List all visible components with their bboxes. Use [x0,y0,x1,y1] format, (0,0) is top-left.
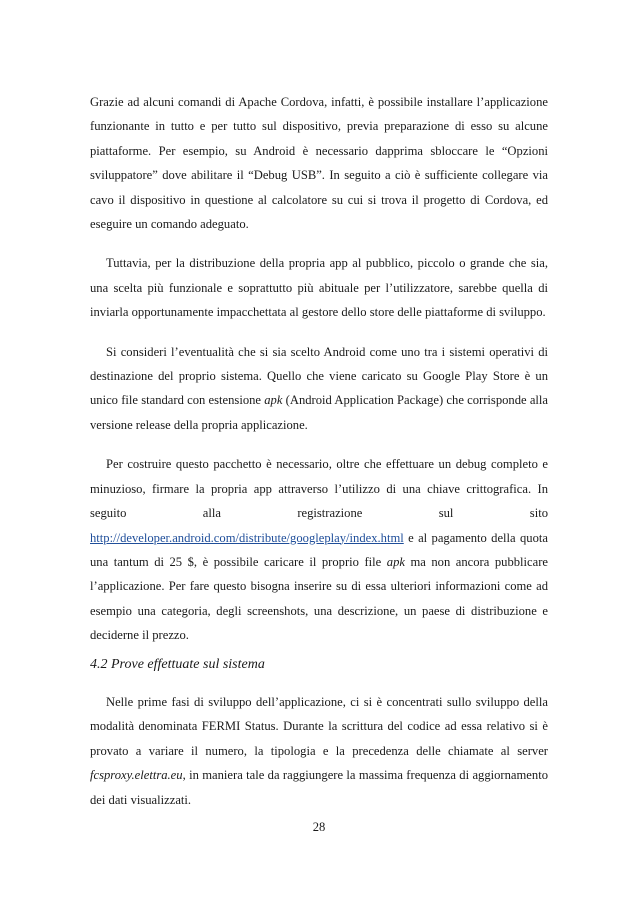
paragraph-4-emphasis: apk [386,554,405,569]
paragraph-4-text-b: e al pagamento della quota una tantum di 25 $, è possibile caricare il proprio file [90,530,548,569]
paragraph-4-text-a: Per costruire questo pacchetto è necessario, oltre che effettuare un debug completo e minuzioso, firmare la propria app attraverso l’utilizzo di una chiave crittografica. In seguito alla registrazione sul sito [90,457,548,521]
paragraph-1: Grazie ad alcuni comandi di Apache Cordova, infatti, è possibile installare l’applicazione funzionante in tutto e per tutto sul dispositivo, previa preparazione di esso su alcune piattaforme. Per esempio, su Android è necessario dapprima sbloccare le “Opzioni sviluppatore” dove abilitare il “Debug USB”. In seguito a ciò è sufficiente collegare via cavo il dispositivo in questione al calcolatore su cui si trova il progetto di Cordova, ed eseguire un comando adeguato. [90,95,548,232]
google-play-link[interactable]: http://developer.android.com/distribute/googleplay/index.html [90,530,404,545]
paragraph-3-emphasis: apk [264,393,283,408]
paragraph-5 [90,690,548,812]
paragraph-3 [90,340,548,438]
paragraph-4-text-c: ma non ancora pubblicare l’applicazione. Per fare questo bisogna inserire su di essa ulteriori informazioni come ad esempio una categoria, degli screenshots, una descrizione, un paese di distribuzione e deciderne il prezzo. [90,554,549,643]
paragraph-3-text-a: Si consideri l’eventualità che si sia scelto Android come uno tra i sistemi operativi di destinazione del proprio sistema. Quello che viene caricato su Google Play Store è un unico file standard con estensione [90,344,548,408]
paragraph-3-text-b: (Android Application Package) che corrisponde alla versione release della propria applicazione. [90,393,549,432]
paragraph-5-emphasis: fcsproxy.elettra.eu [90,768,183,783]
paragraph-5-text-b: , in maniera tale da raggiungere la massima frequenza di aggiornamento dei dati visualizzati. [90,768,548,807]
paragraph-4 [90,452,548,647]
page-number: 28 [312,820,326,834]
body-text-top [90,90,548,663]
body-text-bottom [90,690,548,812]
section-heading: 4.2 Prove effettuate sul sistema [90,657,265,672]
paragraph-2: Tuttavia, per la distribuzione della propria app al pubblico, piccolo o grande che sia, una scelta più funzionale e soprattutto più abituale per l’utilizzatore, sarebbe quella di inviarla opportunamente impacchettata al gestore dello store delle piattaforme di sviluppo. [90,256,548,320]
paragraph-5-text-a: Nelle prime fasi di sviluppo dell’applicazione, ci si è concentrati sullo sviluppo della modalità denominata FERMI Status. Durante la scrittura del codice ad essa relativo si è provato a variare il numero, la tipologia e la precedenza delle chiamate al server [90,695,548,758]
